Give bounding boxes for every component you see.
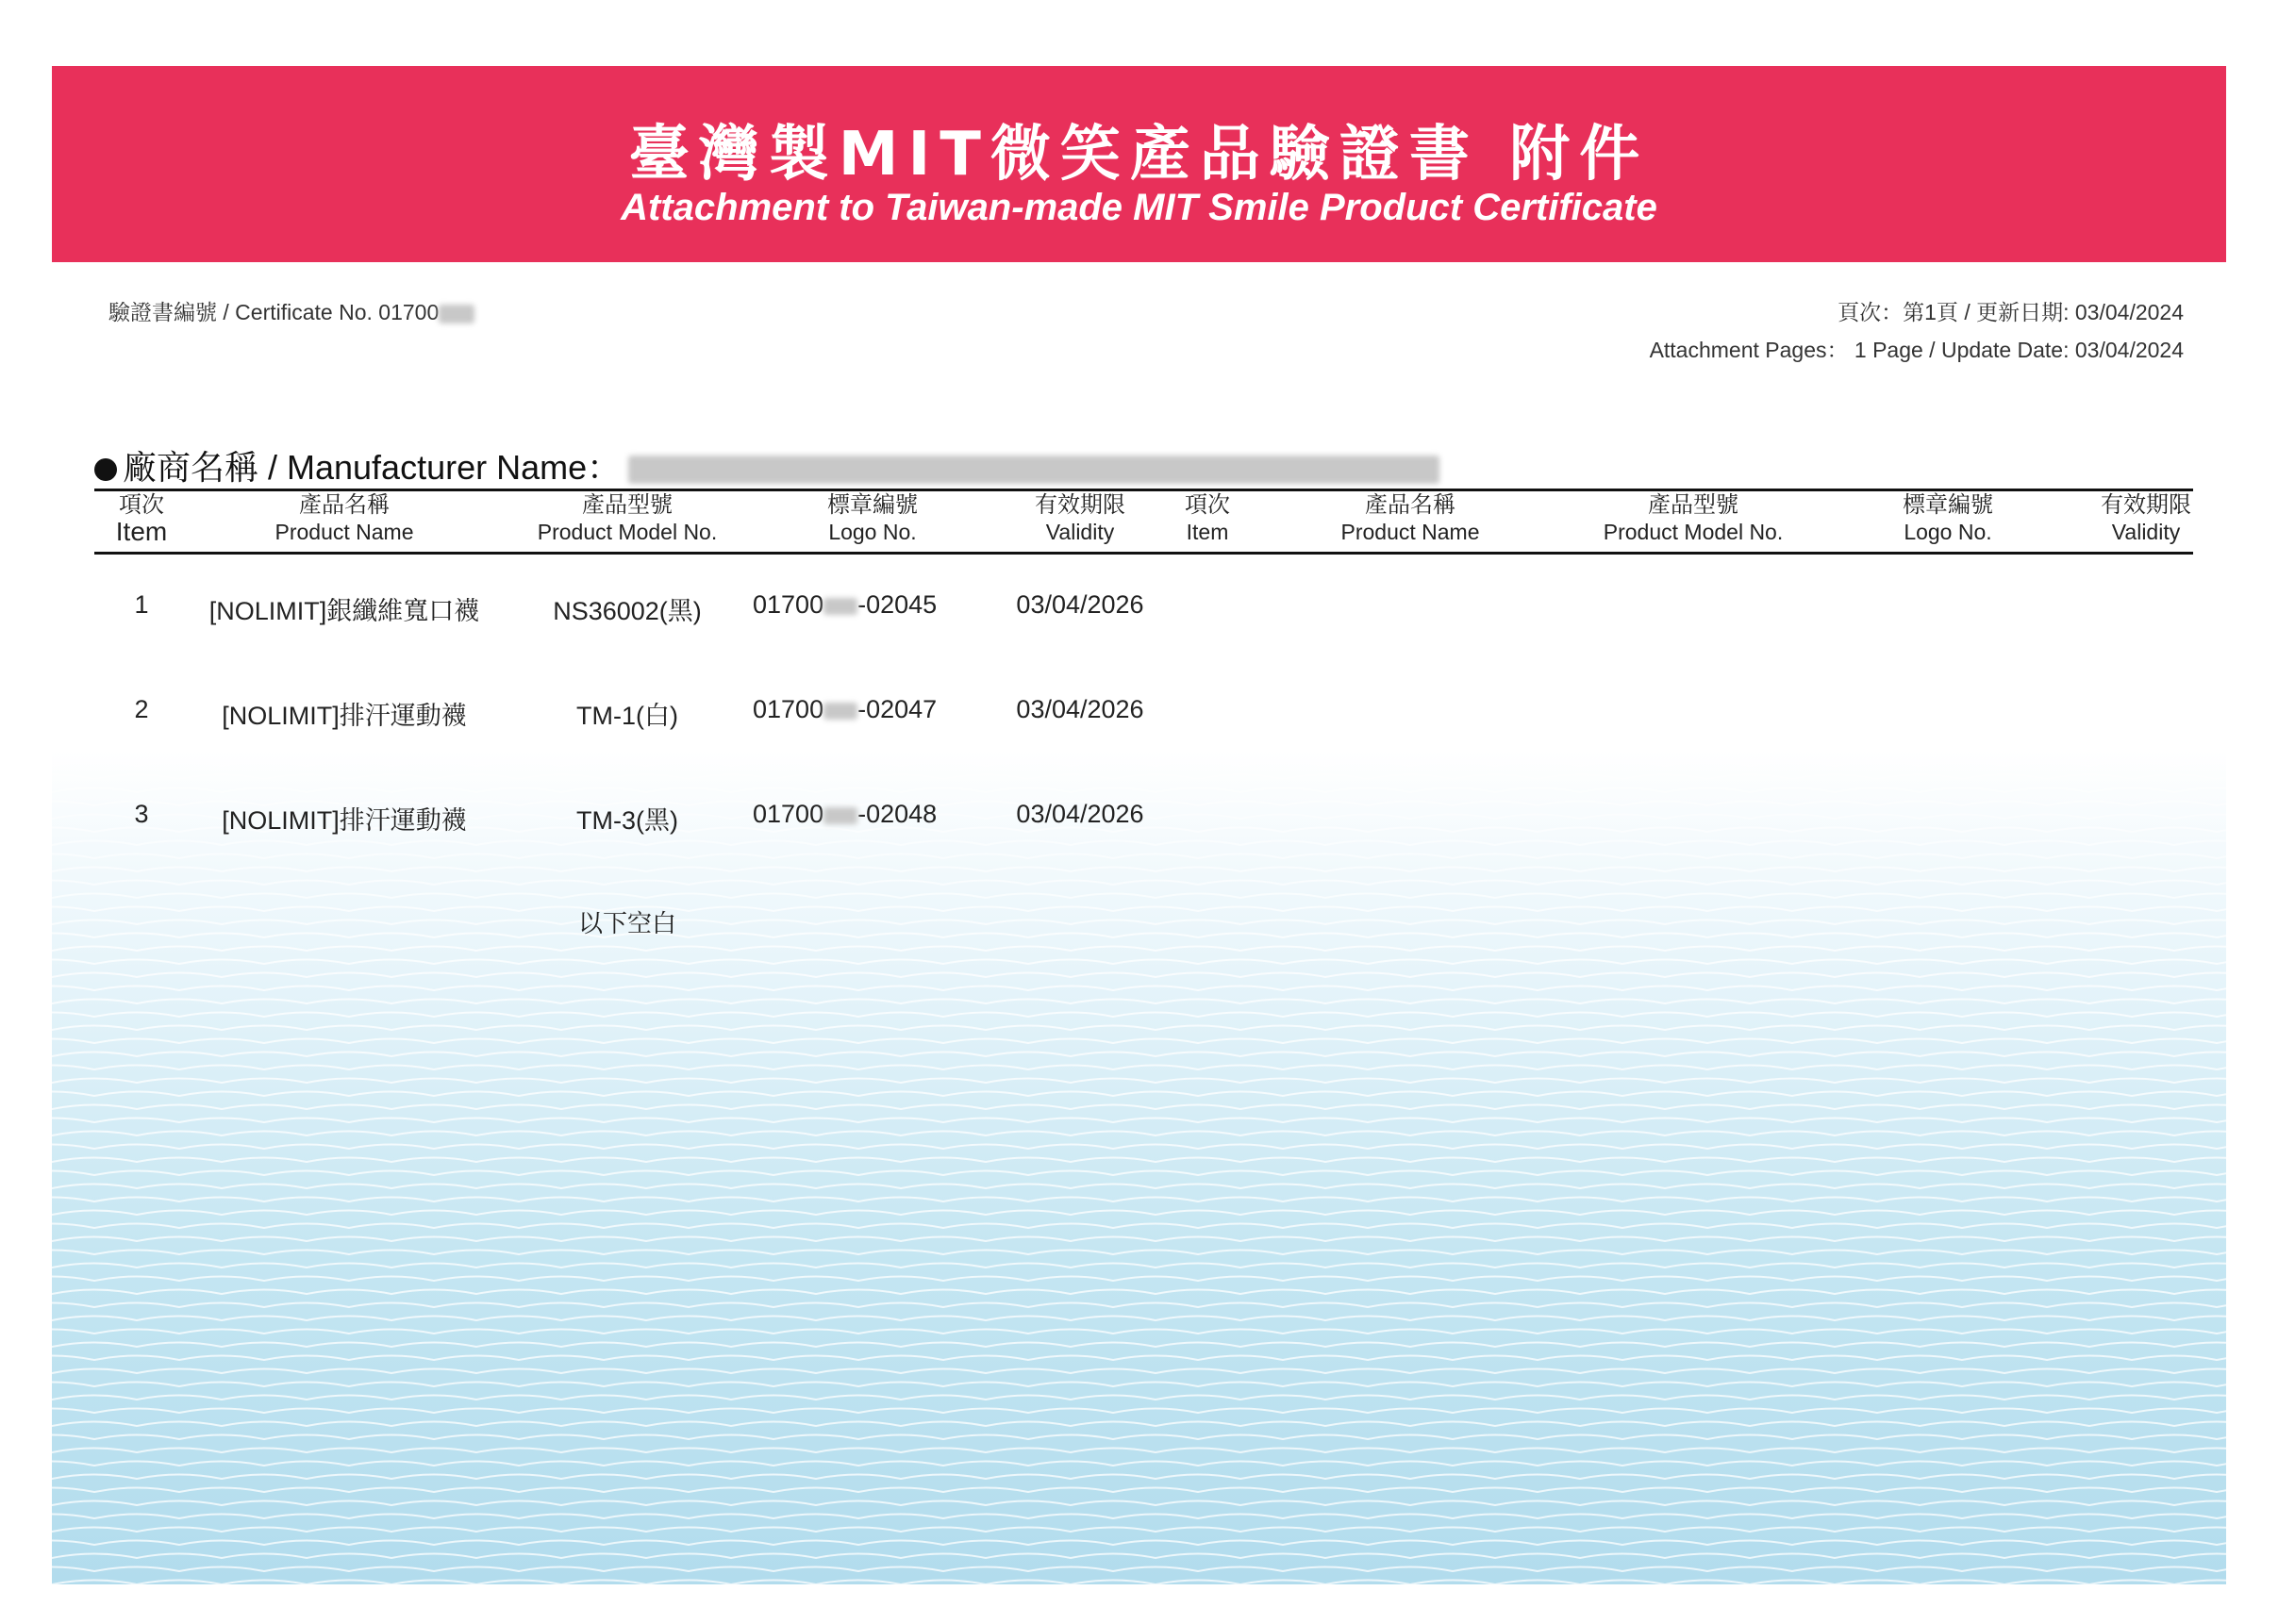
row-product-name: [NOLIMIT]排汗運動襪 (222, 702, 467, 730)
wave-line (52, 973, 2226, 978)
bullet-icon (94, 458, 117, 481)
wave-line (52, 1435, 2226, 1440)
wave-line (52, 1264, 2226, 1268)
row-validity: 03/04/2026 (1016, 695, 1144, 723)
row-model-no: TM-3(黑) (576, 806, 678, 835)
wave-line (52, 920, 2226, 925)
wave-line (52, 1343, 2226, 1348)
row-logo-no: 01700 -02047 (753, 695, 938, 723)
wave-line (52, 1554, 2226, 1559)
wave-line (52, 1462, 2226, 1467)
manufacturer-line (94, 441, 1439, 489)
wave-line (52, 1567, 2226, 1572)
wave-line (52, 854, 2226, 859)
wave-line (52, 1079, 2226, 1084)
table-top-rule (94, 489, 2193, 491)
wave-line (52, 1066, 2226, 1070)
wave-line (52, 1449, 2226, 1453)
wave-line (52, 1251, 2226, 1255)
wave-line (52, 841, 2226, 846)
wave-line (52, 736, 2226, 740)
redacted-logo-digits (823, 598, 857, 615)
row-item: 1 (134, 590, 149, 619)
wave-line (52, 1198, 2226, 1202)
wave-line (52, 947, 2226, 952)
wave-line (52, 1132, 2226, 1136)
redacted-manufacturer-name (628, 456, 1439, 484)
header-model-no: 產品型號 Product Model No. (537, 492, 718, 544)
wave-line (52, 670, 2226, 674)
header-model-no-2: 產品型號 Product Model No. (1603, 492, 1784, 544)
row-logo-no: 01700 -02048 (753, 800, 938, 828)
wave-line (52, 1409, 2226, 1414)
wave-line (52, 788, 2226, 793)
row-product-name: [NOLIMIT]排汗運動襪 (222, 806, 467, 835)
wave-line (52, 1039, 2226, 1044)
wave-line (52, 762, 2226, 767)
header-item: 項次 Item (115, 492, 168, 546)
wave-line (52, 1303, 2226, 1308)
title-chinese: 臺灣製MIT微笑產品驗證書 附件 (628, 120, 1650, 190)
page-info-chinese: 頁次：第1頁 / 更新日期: 03/04/2024 (1838, 300, 2184, 324)
title-english: Attachment to Taiwan-made MIT Smile Product Certificate (621, 187, 1657, 228)
wave-line (52, 1488, 2226, 1493)
wave-line (52, 1119, 2226, 1123)
wave-line (52, 683, 2226, 688)
table-header-rule (94, 552, 2193, 555)
wave-line (52, 894, 2226, 899)
wave-line (52, 1105, 2226, 1110)
wave-line (52, 656, 2226, 661)
wave-line (52, 934, 2226, 938)
wave-line (52, 1422, 2226, 1427)
wave-line (52, 1026, 2226, 1031)
row-model-no: TM-1(白) (576, 702, 678, 730)
wave-line (52, 1145, 2226, 1150)
wave-line (52, 1158, 2226, 1163)
wave-line (52, 1581, 2226, 1585)
wave-line (52, 1237, 2226, 1242)
manufacturer-label: 廠商名稱 / Manufacturer Name： (123, 448, 622, 487)
wave-line (52, 1171, 2226, 1176)
page-info-english: Attachment Pages： 1 Page / Update Date: 03/04/2024 (1649, 338, 2184, 362)
wave-line (52, 1185, 2226, 1189)
wave-line (52, 1092, 2226, 1097)
row-model-no: NS36002(黑) (553, 597, 702, 625)
header-validity: 有效期限 Validity (1035, 492, 1125, 544)
wave-line (52, 1052, 2226, 1057)
wave-line (52, 1528, 2226, 1533)
certificate-number-label: 驗證書編號 / Certificate No. 01700 (108, 300, 440, 324)
row-validity: 03/04/2026 (1016, 800, 1144, 828)
wave-line (52, 749, 2226, 754)
wave-line (52, 1013, 2226, 1018)
redacted-logo-digits (823, 807, 857, 824)
end-of-list-note: 以下空白 (577, 909, 676, 937)
wave-line (52, 1541, 2226, 1546)
wave-line (52, 1211, 2226, 1216)
wave-line (52, 1290, 2226, 1295)
wave-line (52, 1515, 2226, 1519)
wave-line (52, 1330, 2226, 1334)
row-item: 3 (134, 800, 149, 828)
wave-line (52, 1277, 2226, 1282)
row-product-name: [NOLIMIT]銀纖維寬口襪 (208, 597, 480, 625)
row-logo-no: 01700 -02045 (753, 590, 938, 619)
wave-line (52, 881, 2226, 886)
wave-line (52, 630, 2226, 635)
wave-line (52, 1317, 2226, 1321)
wave-line (52, 986, 2226, 991)
row-item: 2 (134, 695, 149, 723)
header-product-name-2: 產品名稱 Product Name (1340, 492, 1480, 544)
wave-line (52, 1396, 2226, 1400)
wave-line (52, 1369, 2226, 1374)
wave-line (52, 1475, 2226, 1480)
wave-line (52, 1000, 2226, 1004)
wave-line (52, 1383, 2226, 1387)
redacted-certificate-digits (439, 305, 474, 323)
wave-line (52, 1356, 2226, 1361)
redacted-logo-digits (823, 703, 857, 720)
header-logo-no-2: 標章編號 Logo No. (1903, 492, 1993, 544)
title-banner (52, 66, 2226, 262)
header-logo-no: 標章編號 Logo No. (827, 492, 918, 544)
wave-line (52, 1501, 2226, 1506)
certificate-number (108, 295, 474, 326)
header-product-name: 產品名稱 Product Name (274, 492, 414, 544)
wave-line (52, 868, 2226, 872)
wave-line (52, 1224, 2226, 1229)
row-validity: 03/04/2026 (1016, 590, 1144, 619)
wave-line (52, 960, 2226, 965)
header-item-2: 項次 Item (1185, 492, 1230, 544)
header-validity-2: 有效期限 Validity (2101, 492, 2191, 544)
wave-line (52, 907, 2226, 912)
certificate-sheet (52, 66, 2226, 1584)
wave-line (52, 775, 2226, 780)
wave-line (52, 643, 2226, 648)
